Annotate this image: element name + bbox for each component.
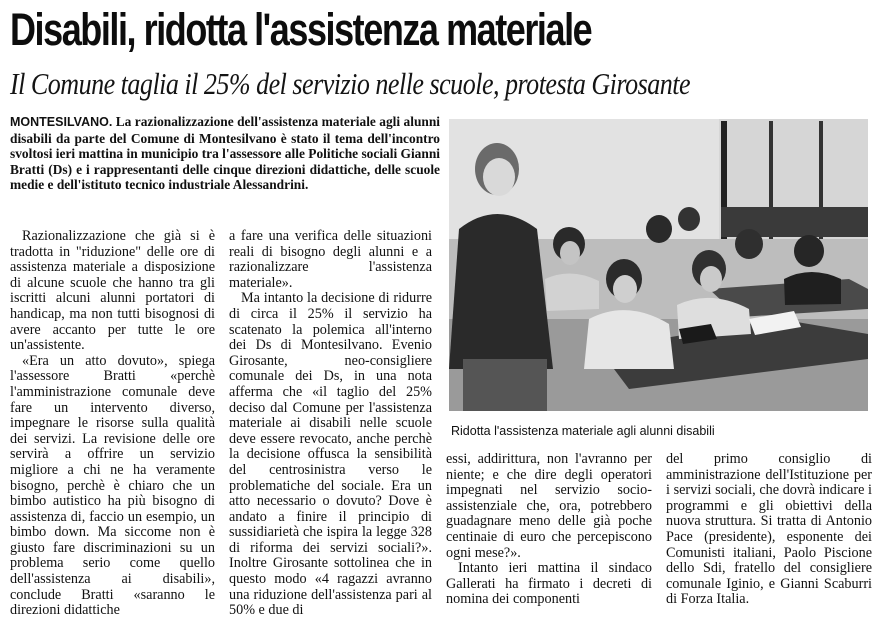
article-column-2: [229, 229, 432, 619]
headline: Disabili, ridotta l'assistenza materiale: [10, 4, 592, 55]
paragraph: essi, addirittura, non l'avranno per niente; e che dire degli operatori impegnati nel servizio socio-assistenziale che, ora, potrebbero guadagnare meno delle già poche centinaie di euro che percepiscono ogni mese?».: [446, 451, 652, 561]
paragraph: Razionalizzazione che già si è tradotta in "riduzione" delle ore di assistenza materiale a disposizione di alcune scuole che hanno tra gli iscritti alcuni alunni portatori di handicap, ma non tutti bisognosi di avere accanto per tutte le ore un'assistente.: [10, 228, 215, 354]
photo-caption: Ridotta l'assistenza materiale agli alunni disabili: [451, 424, 715, 438]
classroom-photo: [449, 119, 868, 411]
dateline: MONTESILVANO.: [10, 115, 113, 129]
article-column-4: [666, 452, 872, 608]
subheadline: Il Comune taglia il 25% del servizio nelle scuole, protesta Girosante: [10, 66, 691, 101]
paragraph: «Era un atto dovuto», spiega l'assessore Bratti «perchè l'amministrazione comunale deve fare un intervento diverso, impegnare le risorse sulla qualità dei servizi. La revisione delle ore servirà a offrire un servizio migliore a chi ne ha veramente bisogno, perchè è chiaro che un bimbo autistico ha più bisogno di assistenza di, faccio un esempio, un bimbo down. Ma siccome non è giusto fare discriminazioni su un problema serio come quello dell'assistenza ai disabili», conclude Bratti «saranno le direzioni didattiche: [10, 352, 215, 619]
photo: [449, 119, 868, 411]
lead-paragraph: [10, 114, 440, 193]
lead-text: La razionalizzazione dell'assistenza materiale agli alunni disabili da parte del Comune di Montesilvano è stato il tema dell'incontro svoltosi ieri mattina in municipio tra l'assessore alle Politiche sociali Gianni Bratti (Ds) e i rappresentanti delle cinque direzioni didattiche, delle scuole medie e dell'istituto tecnico industriale Alessandrini.: [10, 114, 441, 193]
paragraph: Ma intanto la decisione di ridurre di circa il 25% il servizio ha scatenato la polemica all'interno dei Ds di Montesilvano. Evenio Girosante, neo-consigliere comunale dei Ds, in una nota afferma che «il taglio del 25% deciso dal Comune per l'assistenza materiale ai disabili nelle scuole deve essere revocato, anche perchè la decisione offusca la sensibilità del centrosinistra verso le problematiche del sociale. Era un atto necessario o dovuto? Dove è andato a finire il principio di sussidiarietà che ispira la legge 328 di riforma dei servizi sociali?». Inoltre Girosante sottolinea che in questo modo «4 ragazzi avranno una riduzione dell'assistenza pari al 50% e due di: [229, 290, 432, 619]
paragraph: a fare una verifica delle situazioni reali di bisogno degli alunni e a razionalizzare l'assistenza materiale».: [229, 228, 432, 291]
article-column-3: [446, 452, 652, 608]
paragraph: del primo consiglio di amministrazione dell'Istituzione per i servizi sociali, che dovrà indicare i programmi e gli obiettivi della nuova struttura. Si tratta di Antonio Pace (presidente), esponente dei Comunisti italiani, Paolo Piscione dello Sdi, fratello del consigliere comunale Iginio, e Gianni Scaburri di Forza Italia.: [666, 451, 872, 608]
paragraph: Intanto ieri mattina il sindaco Gallerati ha firmato i decreti di nomina dei componenti: [446, 560, 652, 608]
article-column-1: [10, 229, 215, 619]
